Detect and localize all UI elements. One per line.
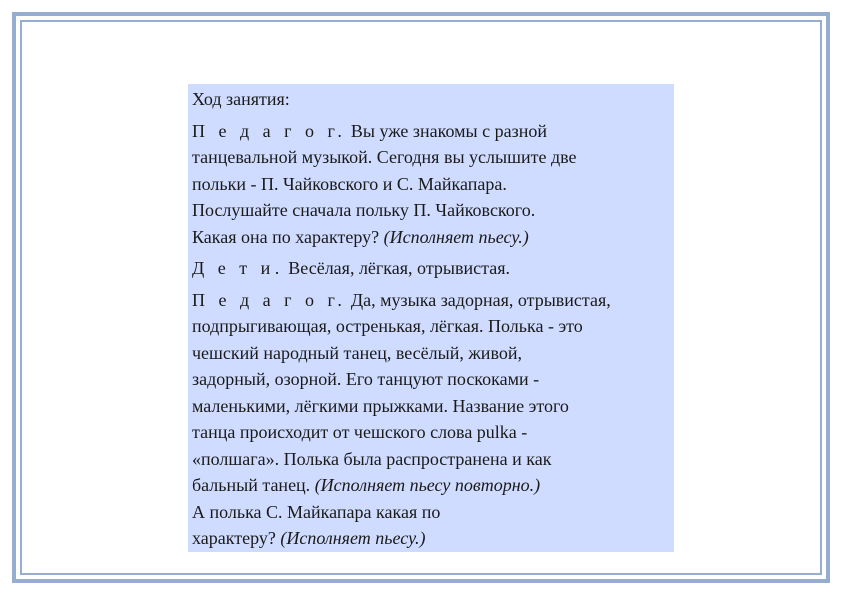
paragraph-line: маленькими, лёгкими прыжками. Название этого [192, 395, 569, 416]
line-text: Вы уже знакомы с разной [346, 120, 547, 141]
paragraph-line: задорный, озорной. Его танцуют поскоками - [192, 369, 540, 389]
paragraph-line [192, 255, 670, 282]
speaker-label: П е д а г о г. [192, 289, 347, 310]
line-text: Какая она по характеру? [192, 226, 384, 247]
paragraph-line: танцевальной музыкой. Сегодня вы услышите две [192, 147, 577, 167]
paragraph-teacher-2 [192, 287, 670, 499]
lesson-heading [192, 86, 670, 113]
paragraph-line: чешский народный танец, весёлый, живой, [192, 342, 522, 363]
line-text: бальный танец. [192, 475, 315, 495]
paragraph-line [192, 287, 670, 314]
paragraph-line: подпрыгивающая, остренькая, лёгкая. Полька - это [192, 316, 583, 336]
paragraph-children [192, 255, 670, 282]
paragraph-line: Послушайте сначала польку П. Чайковского. [192, 200, 536, 220]
line-text: Да, музыка задорная, отрывистая, [346, 289, 611, 310]
line-text: характеру? [192, 528, 281, 548]
paragraph-question [192, 499, 670, 552]
paragraph-line: танца происходит от чешского слова pulka - [192, 422, 528, 442]
stage-direction: (Исполняет пьесу.) [383, 226, 529, 247]
heading-text: Ход занятия: [192, 89, 290, 109]
paragraph-line: А полька С. Майкапара какая по [192, 501, 441, 522]
stage-direction: (Исполняет пьесу.) [280, 528, 426, 548]
paragraph-line [192, 525, 670, 552]
paragraph-teacher-1 [192, 118, 670, 251]
stage-direction: (Исполняет пьесу повторно.) [314, 475, 541, 495]
paragraph-line [192, 472, 670, 499]
speaker-label: П е д а г о г. [192, 120, 347, 141]
paragraph-line [192, 118, 670, 145]
lesson-text-box [188, 84, 674, 552]
speaker-label: Д е т и. [192, 258, 284, 278]
paragraph-line [192, 224, 670, 251]
paragraph-line: польки - П. Чайковского и С. Майкапара. [192, 173, 507, 194]
paragraph-line: «полшага». Полька была распространена и как [192, 448, 552, 469]
line-text: Весёлая, лёгкая, отрывистая. [283, 258, 510, 278]
